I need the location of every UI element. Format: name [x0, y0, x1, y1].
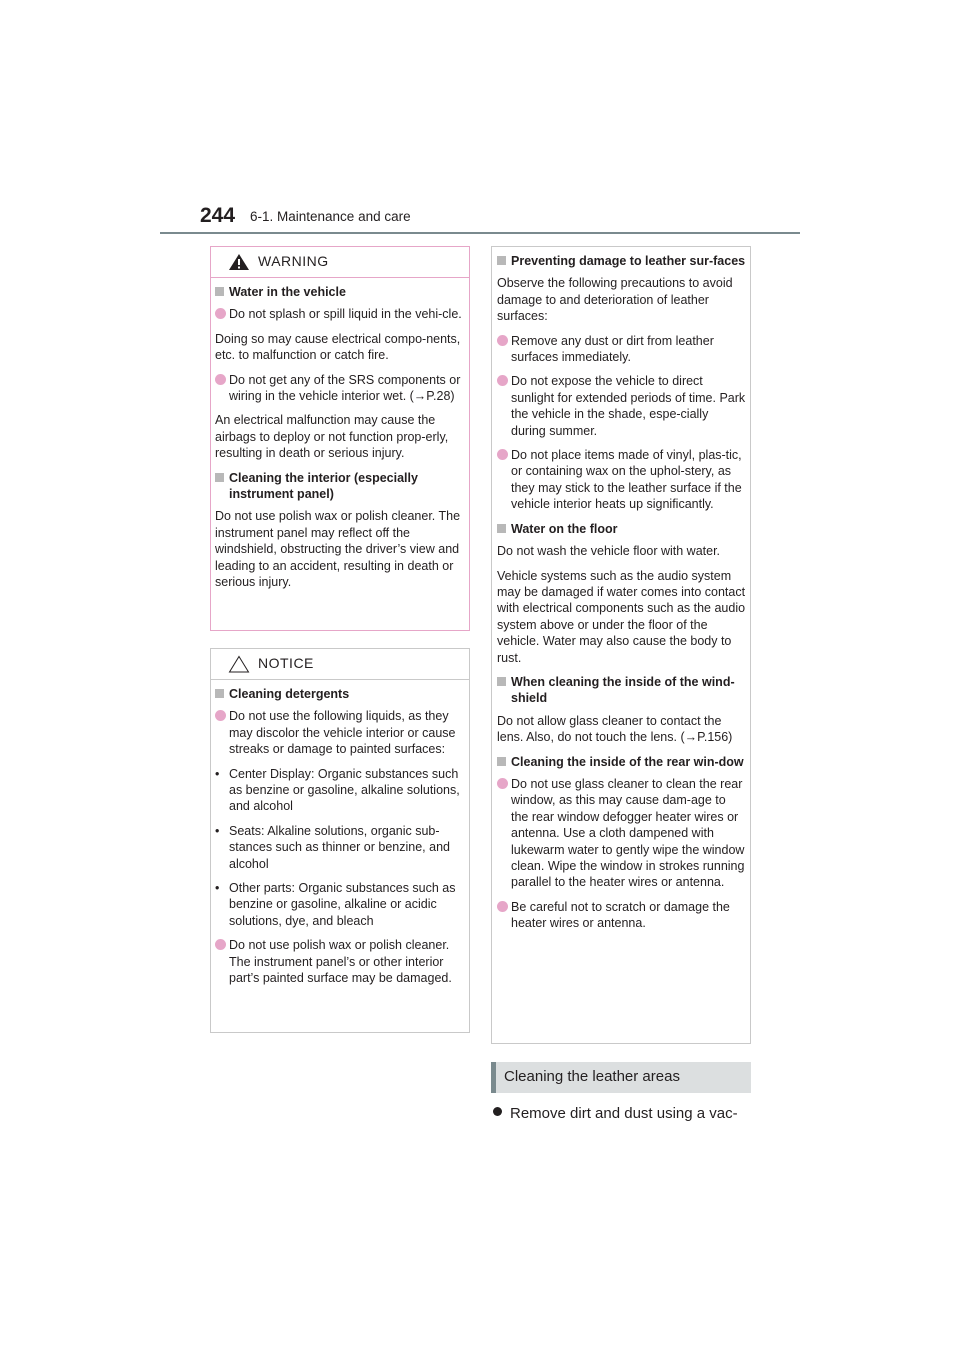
- warning-text: Doing so may cause electrical compo-nents, etc. to malfunction or catch fire.: [215, 331, 461, 363]
- notice-header: [211, 649, 469, 680]
- body-text: Vehicle systems such as the audio system may be damaged if water comes into contact with electrical components such as the audio system above or under the floor of the vehicle. Water may also cause the body to rust.: [497, 568, 746, 665]
- pink-dot-icon: [215, 710, 226, 721]
- notice-sub-item: • Seats: Alkaline solutions, organic sub-stances such as thinner or benzine, and alcohol: [215, 823, 450, 871]
- body-text: Do not allow glass cleaner to contact the lens. Also, do not touch the lens. (→P.156): [497, 713, 733, 745]
- bullet-item: Do not use glass cleaner to clean the rear window, as this may cause dam-age to the rear window defogger heater wires or antenna. Use a cloth dampened with lukewarm water to gently wipe the window clean. Wipe the window in strokes running parallel to the heater wires or antenna.: [497, 776, 746, 891]
- pink-dot-icon: [215, 308, 226, 319]
- warning-triangle-icon: [228, 253, 250, 271]
- notice-sub-item: • Other parts: Organic substances such as benzine or gasoline, alkaline or acidic solutions, dye, and bleach: [215, 881, 456, 928]
- body-text: Observe the following precautions to avoid damage to and deterioration of leather surfaces:: [497, 276, 733, 324]
- pink-dot-icon: [497, 375, 508, 386]
- square-bullet-icon: [497, 757, 506, 766]
- warning-text: Do not use polish wax or polish cleaner. The instrument panel may reflect off the windshield, obstructing the driver’s view and leading to an accident, resulting in death or serious injury.: [215, 509, 461, 590]
- pink-dot-icon: [497, 335, 508, 346]
- pink-dot-icon: [497, 778, 508, 789]
- leather-notice-box: [491, 246, 751, 1044]
- heading-accent-bar: [491, 1062, 496, 1093]
- warning-bullet: Do not get any of the SRS components or wiring in the vehicle interior wet. (→P.28): [215, 372, 465, 405]
- notice-box: [210, 648, 470, 1033]
- pink-dot-icon: [497, 901, 508, 912]
- square-bullet-icon: [215, 287, 224, 296]
- bullet-item: Remove any dust or dirt from leather surfaces immediately.: [497, 333, 746, 366]
- notice-sub-item: • Center Display: Organic substances such as benzine or gasoline, alkaline solutions, and alcohol: [215, 766, 460, 814]
- heading-water-floor: Water on the floor: [497, 521, 746, 537]
- square-bullet-icon: [497, 524, 506, 533]
- warning-text: An electrical malfunction may cause the airbags to deploy or not function prop-erly, resulting in death or serious injury.: [215, 413, 449, 461]
- square-bullet-icon: [215, 473, 224, 482]
- notice-title: NOTICE: [258, 655, 314, 671]
- bullet-item: Do not place items made of vinyl, plas-tic, or containing wax on the uphol-stery, as they may stick to the leather surface if the vehicle interior heats up significantly.: [497, 447, 746, 513]
- warning-heading-water: Water in the vehicle: [215, 284, 465, 300]
- pink-dot-icon: [497, 449, 508, 460]
- notice-bullet: Do not use polish wax or polish cleaner. The instrument panel’s or other interior part’s painted surface may be damaged.: [215, 937, 465, 986]
- warning-heading-interior: Cleaning the interior (especially instrument panel): [215, 470, 465, 503]
- warning-bullet: Do not splash or spill liquid in the vehi-cle.: [215, 306, 465, 322]
- black-dot-icon: [493, 1107, 502, 1116]
- pink-dot-icon: [215, 374, 226, 385]
- square-bullet-icon: [215, 689, 224, 698]
- warning-box: [210, 246, 470, 631]
- notice-bullet: Do not use the following liquids, as they may discolor the vehicle interior or cause streaks or damage to painted surfaces:: [215, 708, 465, 757]
- bullet-item: Do not expose the vehicle to direct sunlight for extended periods of time. Park the vehicle in the shade, espe-cially during summer.: [497, 373, 746, 439]
- heading-leather: Preventing damage to leather sur-faces: [497, 253, 746, 269]
- warning-title: WARNING: [258, 253, 329, 269]
- notice-heading-detergents: Cleaning detergents: [215, 686, 465, 702]
- heading-rear-window: Cleaning the inside of the rear win-dow: [497, 754, 746, 770]
- heading-windshield: When cleaning the inside of the wind-shield: [497, 674, 746, 707]
- header-rule: [160, 232, 800, 234]
- warning-header: [211, 247, 469, 278]
- bullet-item: Be careful not to scratch or damage the heater wires or antenna.: [497, 899, 746, 932]
- page-number: 244: [200, 204, 236, 227]
- pink-dot-icon: [215, 939, 226, 950]
- section-title: 6-1. Maintenance and care: [250, 209, 411, 224]
- bottom-bullet-item: Remove dirt and dust using a vac-: [493, 1105, 738, 1122]
- square-bullet-icon: [497, 677, 506, 686]
- section-heading-leather: [491, 1062, 751, 1093]
- square-bullet-icon: [497, 256, 506, 265]
- notice-triangle-icon: [228, 655, 250, 673]
- section-heading-text: Cleaning the leather areas: [504, 1068, 680, 1085]
- body-text: Do not wash the vehicle floor with water.: [497, 544, 721, 559]
